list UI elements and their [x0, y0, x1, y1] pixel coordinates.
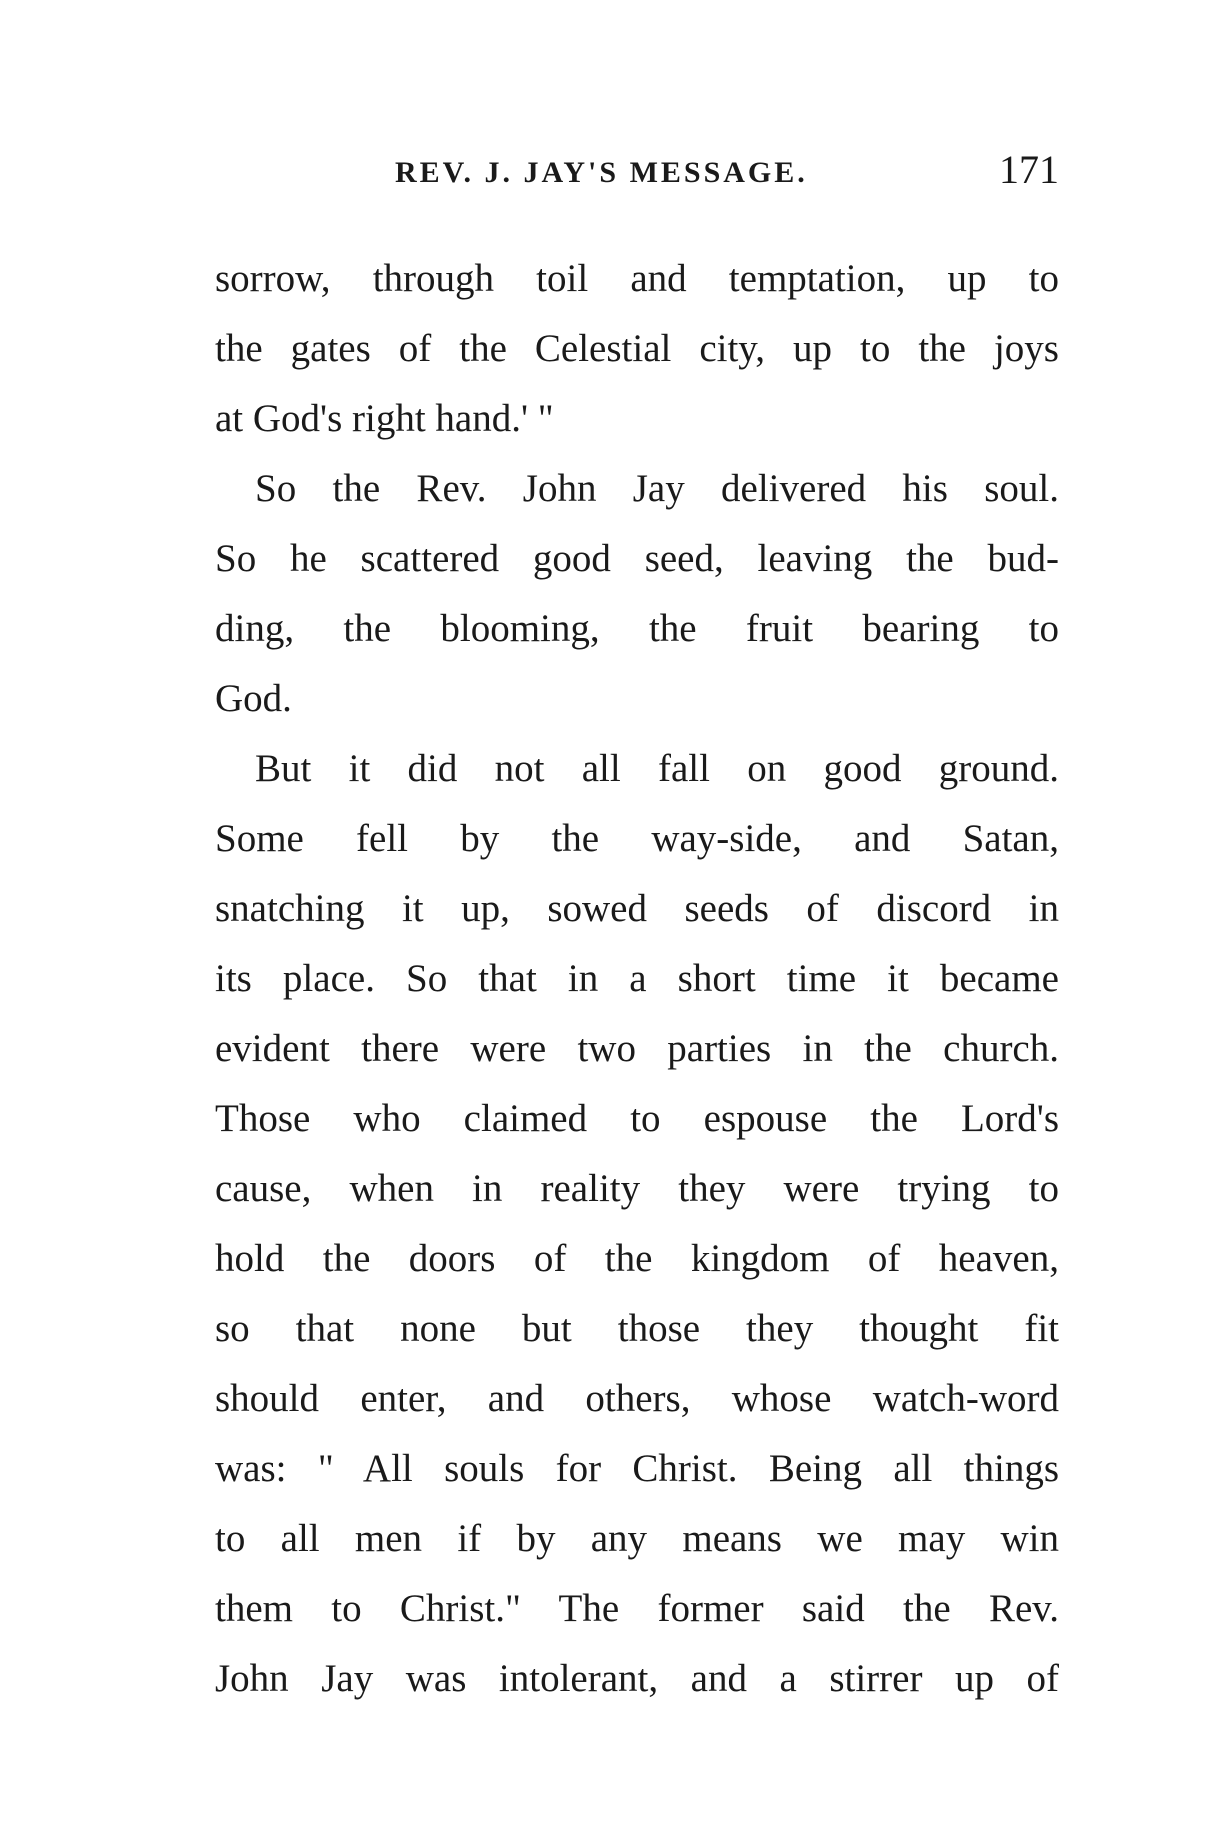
text-line: But it did not all fall on good ground. — [255, 747, 1059, 790]
text-line: cause, when in reality they were trying to — [215, 1167, 1059, 1210]
text-line: God. — [215, 677, 292, 720]
text-line: Some fell by the way-side, and Satan, — [215, 817, 1059, 860]
text-line: evident there were two parties in the church. — [215, 1027, 1059, 1070]
text-line: So the Rev. John Jay delivered his soul. — [255, 467, 1059, 510]
paragraph-1 — [215, 244, 1059, 454]
text-line: so that none but those they thought fit — [215, 1307, 1059, 1350]
paragraph-2 — [215, 454, 1059, 734]
text-line: the gates of the Celestial city, up to the joys — [215, 327, 1059, 370]
text-line: sorrow, through toil and temptation, up to — [215, 257, 1059, 300]
text-line: to all men if by any means we may win — [215, 1517, 1059, 1560]
text-line: Those who claimed to espouse the Lord's — [215, 1097, 1059, 1140]
body-text — [215, 244, 1059, 1714]
text-line: John Jay was intolerant, and a stirrer up of — [215, 1657, 1059, 1700]
text-line: them to Christ." The former said the Rev. — [215, 1587, 1059, 1630]
text-line: should enter, and others, whose watch-word — [215, 1377, 1059, 1420]
text-line: So he scattered good seed, leaving the bud- — [215, 537, 1059, 580]
text-line: was: " All souls for Christ. Being all things — [215, 1447, 1059, 1490]
text-line: ding, the blooming, the fruit bearing to — [215, 607, 1059, 650]
text-line: its place. So that in a short time it became — [215, 957, 1059, 1000]
running-title: REV. J. JAY'S MESSAGE. — [395, 156, 808, 189]
running-head — [215, 146, 1059, 196]
text-line: hold the doors of the kingdom of heaven, — [215, 1237, 1059, 1280]
text-line: snatching it up, sowed seeds of discord in — [215, 887, 1059, 930]
page-number: 171 — [999, 147, 1059, 192]
text-line: at God's right hand.' " — [215, 397, 554, 440]
paragraph-3 — [215, 734, 1059, 1714]
